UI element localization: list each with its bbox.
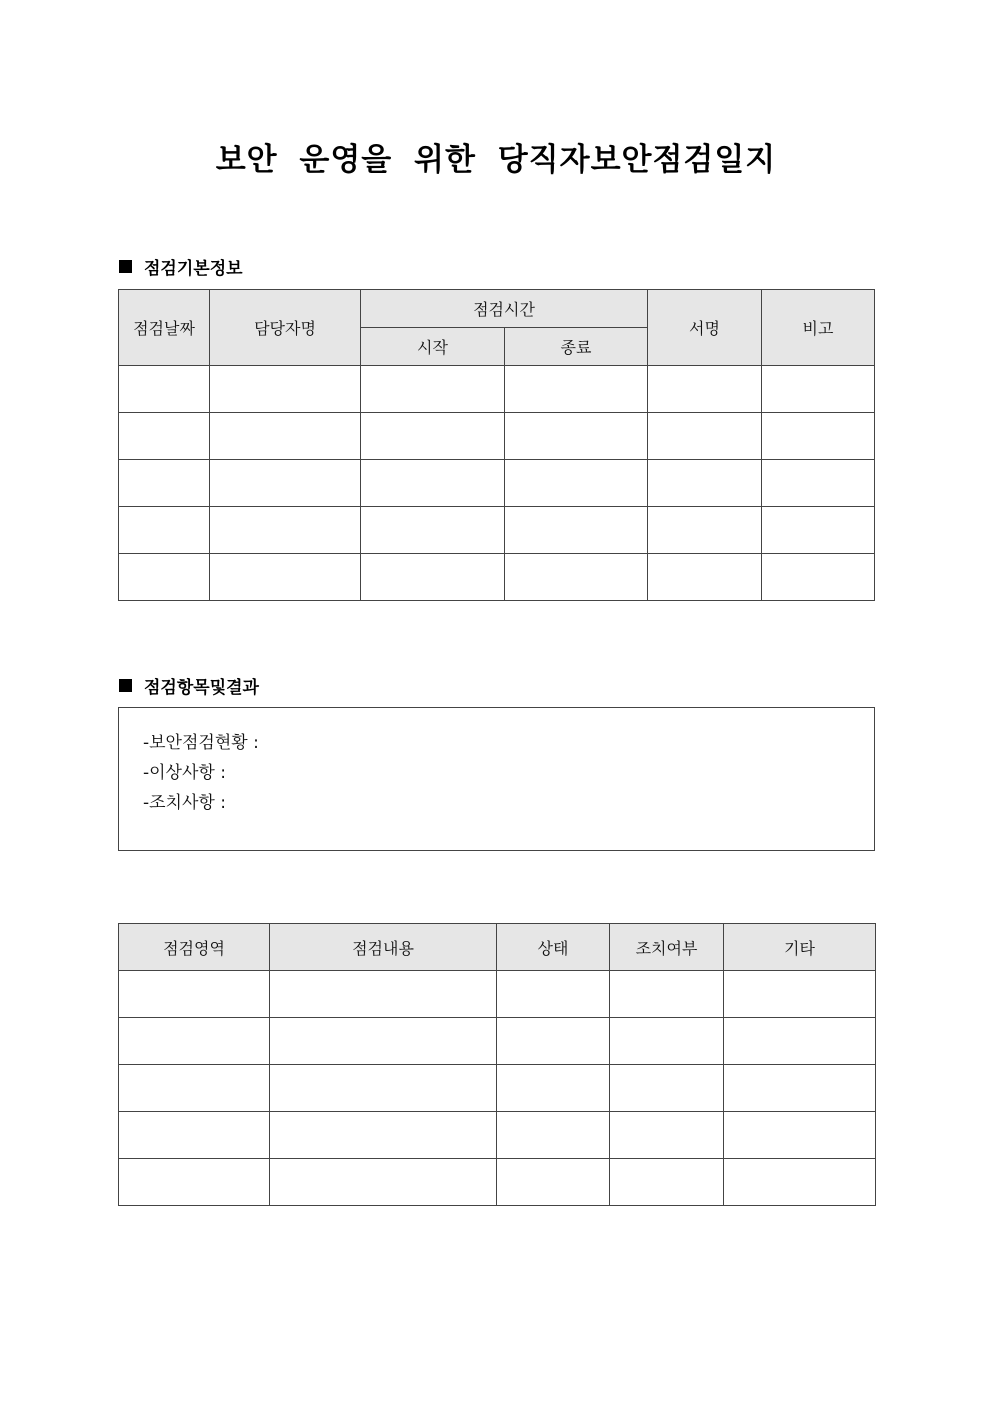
table-cell[interactable] bbox=[505, 507, 648, 554]
square-bullet-icon bbox=[119, 260, 132, 273]
table-cell[interactable] bbox=[762, 554, 875, 601]
table-cell[interactable] bbox=[361, 366, 505, 413]
table-cell[interactable] bbox=[648, 507, 762, 554]
header-time: 점검시간 bbox=[361, 290, 648, 328]
header-signature: 서명 bbox=[648, 290, 762, 366]
table-cell[interactable] bbox=[119, 507, 210, 554]
table-cell[interactable] bbox=[361, 554, 505, 601]
table-cell[interactable] bbox=[724, 971, 876, 1018]
table-cell[interactable] bbox=[505, 460, 648, 507]
table-cell[interactable] bbox=[762, 413, 875, 460]
basic-info-table bbox=[118, 289, 875, 601]
header-date: 점검날짜 bbox=[119, 290, 210, 366]
header-area: 점검영역 bbox=[119, 924, 270, 971]
table-cell[interactable] bbox=[497, 1018, 610, 1065]
table-cell[interactable] bbox=[210, 366, 361, 413]
table-cell[interactable] bbox=[119, 366, 210, 413]
table-cell[interactable] bbox=[505, 554, 648, 601]
table-cell[interactable] bbox=[497, 1065, 610, 1112]
table-cell[interactable] bbox=[361, 460, 505, 507]
table-row bbox=[119, 971, 876, 1018]
inspection-items-table bbox=[118, 923, 876, 1206]
table-cell[interactable] bbox=[119, 1159, 270, 1206]
header-start: 시작 bbox=[361, 328, 505, 366]
table-cell[interactable] bbox=[648, 366, 762, 413]
table-cell[interactable] bbox=[724, 1065, 876, 1112]
table-cell[interactable] bbox=[724, 1018, 876, 1065]
table-cell[interactable] bbox=[610, 1065, 724, 1112]
table-row bbox=[119, 413, 875, 460]
table-cell[interactable] bbox=[270, 971, 497, 1018]
table-cell[interactable] bbox=[762, 507, 875, 554]
table-cell[interactable] bbox=[361, 413, 505, 460]
table-row bbox=[119, 554, 875, 601]
table-row bbox=[119, 366, 875, 413]
section-heading-items-results bbox=[119, 673, 259, 698]
header-person: 담당자명 bbox=[210, 290, 361, 366]
table-cell[interactable] bbox=[270, 1159, 497, 1206]
table-cell[interactable] bbox=[119, 460, 210, 507]
table-row bbox=[119, 507, 875, 554]
section-heading-label: 점검항목및결과 bbox=[144, 678, 259, 698]
table-cell[interactable] bbox=[210, 413, 361, 460]
table-cell[interactable] bbox=[210, 507, 361, 554]
table-cell[interactable] bbox=[497, 1159, 610, 1206]
section-heading-label: 점검기본정보 bbox=[144, 259, 243, 279]
table-cell[interactable] bbox=[762, 366, 875, 413]
table-row bbox=[119, 1065, 876, 1112]
table-cell[interactable] bbox=[610, 971, 724, 1018]
table-cell[interactable] bbox=[648, 460, 762, 507]
table-cell[interactable] bbox=[648, 554, 762, 601]
table-cell[interactable] bbox=[119, 554, 210, 601]
table-cell[interactable] bbox=[610, 1159, 724, 1206]
table-cell[interactable] bbox=[119, 413, 210, 460]
table-row bbox=[119, 1159, 876, 1206]
table-cell[interactable] bbox=[505, 366, 648, 413]
table-cell[interactable] bbox=[724, 1159, 876, 1206]
table-cell[interactable] bbox=[119, 1018, 270, 1065]
table-cell[interactable] bbox=[505, 413, 648, 460]
table-cell[interactable] bbox=[497, 1112, 610, 1159]
table-row bbox=[119, 1018, 876, 1065]
table-cell[interactable] bbox=[610, 1018, 724, 1065]
table-cell[interactable] bbox=[497, 971, 610, 1018]
section-heading-basic-info bbox=[119, 254, 243, 279]
table-cell[interactable] bbox=[210, 554, 361, 601]
table-cell[interactable] bbox=[119, 1112, 270, 1159]
document-title: 보안 운영을 위한 당직자보안점검일지 bbox=[215, 142, 777, 178]
table-cell[interactable] bbox=[724, 1112, 876, 1159]
header-action-taken: 조치여부 bbox=[610, 924, 724, 971]
header-other: 기타 bbox=[724, 924, 876, 971]
table-row bbox=[119, 1112, 876, 1159]
table-cell[interactable] bbox=[648, 413, 762, 460]
table-cell[interactable] bbox=[762, 460, 875, 507]
anomalies-line: -이상사항 : bbox=[143, 763, 226, 783]
inspection-results-box bbox=[118, 707, 875, 851]
table-cell[interactable] bbox=[270, 1112, 497, 1159]
square-bullet-icon bbox=[119, 679, 132, 692]
table-cell[interactable] bbox=[270, 1065, 497, 1112]
header-end: 종료 bbox=[505, 328, 648, 366]
table-cell[interactable] bbox=[270, 1018, 497, 1065]
table-cell[interactable] bbox=[361, 507, 505, 554]
table-cell[interactable] bbox=[610, 1112, 724, 1159]
security-status-line: -보안점검현황 : bbox=[143, 733, 259, 753]
table-cell[interactable] bbox=[119, 1065, 270, 1112]
table-row bbox=[119, 460, 875, 507]
actions-line: -조치사항 : bbox=[143, 793, 226, 813]
header-remarks: 비고 bbox=[762, 290, 875, 366]
table-cell[interactable] bbox=[210, 460, 361, 507]
header-content: 점검내용 bbox=[270, 924, 497, 971]
table-cell[interactable] bbox=[119, 971, 270, 1018]
header-status: 상태 bbox=[497, 924, 610, 971]
